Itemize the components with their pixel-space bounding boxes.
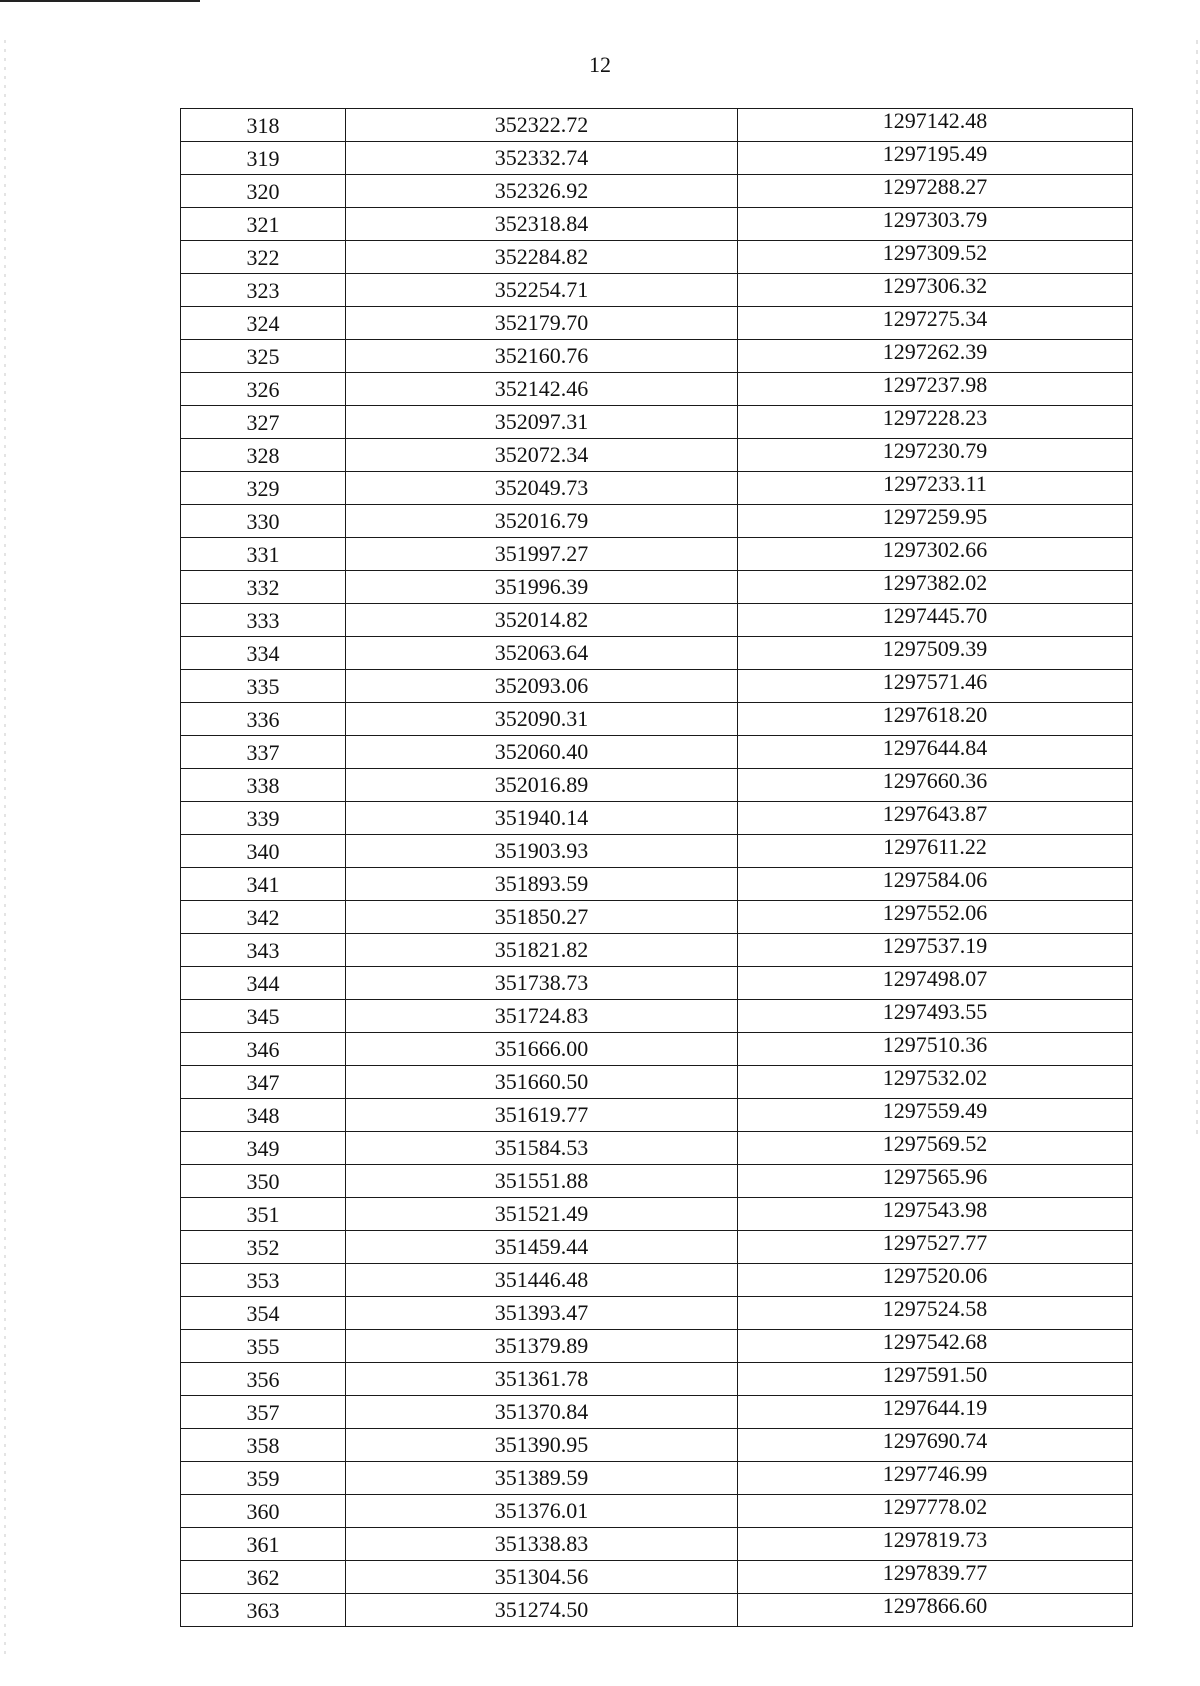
- point-number-cell: 350: [181, 1165, 346, 1198]
- point-number-cell: 322: [181, 241, 346, 274]
- y-coordinate-cell: 1297866.60: [738, 1590, 1133, 1623]
- point-number-cell: 343: [181, 934, 346, 967]
- y-coordinate-cell: 1297644.84: [738, 732, 1133, 765]
- point-number-cell: 333: [181, 604, 346, 637]
- y-coordinate-cell: 1297262.39: [738, 336, 1133, 369]
- point-number-cell: 335: [181, 670, 346, 703]
- x-coordinate-cell: 352160.76: [346, 340, 738, 373]
- point-number-cell: 341: [181, 868, 346, 901]
- y-coordinate-cell: 1297660.36: [738, 765, 1133, 798]
- point-number-cell: 358: [181, 1429, 346, 1462]
- x-coordinate-cell: 352093.06: [346, 670, 738, 703]
- point-number-cell: 318: [181, 109, 346, 142]
- point-number-cell: 344: [181, 967, 346, 1000]
- page-number: 12: [589, 52, 611, 77]
- x-coordinate-cell: 351893.59: [346, 868, 738, 901]
- point-number-cell: 357: [181, 1396, 346, 1429]
- point-number-cell: 348: [181, 1099, 346, 1132]
- point-number-cell: 337: [181, 736, 346, 769]
- x-coordinate-cell: 351619.77: [346, 1099, 738, 1132]
- point-number-cell: 356: [181, 1363, 346, 1396]
- x-coordinate-cell: 351274.50: [346, 1594, 738, 1627]
- y-coordinate-cell: 1297584.06: [738, 864, 1133, 897]
- point-number-cell: 339: [181, 802, 346, 835]
- x-coordinate-cell: 351821.82: [346, 934, 738, 967]
- x-coordinate-cell: 351446.48: [346, 1264, 738, 1297]
- x-coordinate-cell: 352060.40: [346, 736, 738, 769]
- point-number-cell: 351: [181, 1198, 346, 1231]
- x-coordinate-cell: 351666.00: [346, 1033, 738, 1066]
- x-coordinate-cell: 351997.27: [346, 538, 738, 571]
- point-number-cell: 320: [181, 175, 346, 208]
- y-coordinate-cell: 1297303.79: [738, 204, 1133, 237]
- y-coordinate-cell: 1297839.77: [738, 1557, 1133, 1590]
- y-coordinate-cell: 1297542.68: [738, 1326, 1133, 1359]
- point-number-cell: 346: [181, 1033, 346, 1066]
- y-coordinate-cell: 1297309.52: [738, 237, 1133, 270]
- point-number-cell: 359: [181, 1462, 346, 1495]
- scan-edge-right: [1196, 40, 1198, 1140]
- y-coordinate-cell: 1297288.27: [738, 171, 1133, 204]
- x-coordinate-cell: 352332.74: [346, 142, 738, 175]
- point-number-cell: 327: [181, 406, 346, 439]
- y-coordinate-cell: 1297228.23: [738, 402, 1133, 435]
- point-number-cell: 325: [181, 340, 346, 373]
- point-number-cell: 340: [181, 835, 346, 868]
- coordinates-table: [180, 108, 1133, 1627]
- point-number-cell: 353: [181, 1264, 346, 1297]
- x-coordinate-cell: 352142.46: [346, 373, 738, 406]
- y-coordinate-cell: 1297142.48: [738, 105, 1133, 138]
- y-coordinate-cell: 1297819.73: [738, 1524, 1133, 1557]
- x-coordinate-cell: 352318.84: [346, 208, 738, 241]
- point-number-cell: 334: [181, 637, 346, 670]
- y-coordinate-cell: 1297230.79: [738, 435, 1133, 468]
- y-coordinate-cell: 1297237.98: [738, 369, 1133, 402]
- y-coordinate-cell: 1297611.22: [738, 831, 1133, 864]
- x-coordinate-cell: 351660.50: [346, 1066, 738, 1099]
- scan-edge-left: [4, 40, 6, 1660]
- x-coordinate-cell: 352090.31: [346, 703, 738, 736]
- y-coordinate-cell: 1297302.66: [738, 534, 1133, 567]
- y-coordinate-cell: 1297552.06: [738, 897, 1133, 930]
- x-coordinate-cell: 352284.82: [346, 241, 738, 274]
- x-coordinate-cell: 352322.72: [346, 109, 738, 142]
- x-coordinate-cell: 352097.31: [346, 406, 738, 439]
- point-number-cell: 349: [181, 1132, 346, 1165]
- x-coordinate-cell: 352072.34: [346, 439, 738, 472]
- x-coordinate-cell: 351521.49: [346, 1198, 738, 1231]
- x-coordinate-cell: 352326.92: [346, 175, 738, 208]
- x-coordinate-cell: 351304.56: [346, 1561, 738, 1594]
- y-coordinate-cell: 1297195.49: [738, 138, 1133, 171]
- y-coordinate-cell: 1297559.49: [738, 1095, 1133, 1128]
- y-coordinate-cell: 1297778.02: [738, 1491, 1133, 1524]
- y-coordinate-cell: 1297532.02: [738, 1062, 1133, 1095]
- x-coordinate-cell: 351376.01: [346, 1495, 738, 1528]
- point-number-cell: 345: [181, 1000, 346, 1033]
- y-coordinate-cell: 1297382.02: [738, 567, 1133, 600]
- x-coordinate-cell: 352016.89: [346, 769, 738, 802]
- point-number-cell: 323: [181, 274, 346, 307]
- x-coordinate-cell: 351338.83: [346, 1528, 738, 1561]
- y-coordinate-cell: 1297275.34: [738, 303, 1133, 336]
- x-coordinate-cell: 351940.14: [346, 802, 738, 835]
- x-coordinate-cell: 351996.39: [346, 571, 738, 604]
- x-coordinate-cell: 352014.82: [346, 604, 738, 637]
- x-coordinate-cell: 352179.70: [346, 307, 738, 340]
- y-coordinate-cell: 1297493.55: [738, 996, 1133, 1029]
- y-coordinate-cell: 1297543.98: [738, 1194, 1133, 1227]
- point-number-cell: 354: [181, 1297, 346, 1330]
- x-coordinate-cell: 351584.53: [346, 1132, 738, 1165]
- x-coordinate-cell: 351738.73: [346, 967, 738, 1000]
- point-number-cell: 326: [181, 373, 346, 406]
- y-coordinate-cell: 1297591.50: [738, 1359, 1133, 1392]
- point-number-cell: 329: [181, 472, 346, 505]
- y-coordinate-cell: 1297565.96: [738, 1161, 1133, 1194]
- y-coordinate-cell: 1297510.36: [738, 1029, 1133, 1062]
- point-number-cell: 328: [181, 439, 346, 472]
- x-coordinate-cell: 351903.93: [346, 835, 738, 868]
- point-number-cell: 336: [181, 703, 346, 736]
- x-coordinate-cell: 351850.27: [346, 901, 738, 934]
- point-number-cell: 352: [181, 1231, 346, 1264]
- point-number-cell: 360: [181, 1495, 346, 1528]
- point-number-cell: 331: [181, 538, 346, 571]
- y-coordinate-cell: 1297498.07: [738, 963, 1133, 996]
- x-coordinate-cell: 352016.79: [346, 505, 738, 538]
- point-number-cell: 355: [181, 1330, 346, 1363]
- y-coordinate-cell: 1297690.74: [738, 1425, 1133, 1458]
- point-number-cell: 321: [181, 208, 346, 241]
- y-coordinate-cell: 1297571.46: [738, 666, 1133, 699]
- x-coordinate-cell: 351370.84: [346, 1396, 738, 1429]
- x-coordinate-cell: 352254.71: [346, 274, 738, 307]
- point-number-cell: 342: [181, 901, 346, 934]
- x-coordinate-cell: 351551.88: [346, 1165, 738, 1198]
- y-coordinate-cell: 1297524.58: [738, 1293, 1133, 1326]
- point-number-cell: 363: [181, 1594, 346, 1627]
- y-coordinate-cell: 1297445.70: [738, 600, 1133, 633]
- x-coordinate-cell: 352049.73: [346, 472, 738, 505]
- y-coordinate-cell: 1297618.20: [738, 699, 1133, 732]
- table-row: [181, 1594, 1133, 1627]
- x-coordinate-cell: 351361.78: [346, 1363, 738, 1396]
- top-rule: [0, 0, 200, 2]
- point-number-cell: 324: [181, 307, 346, 340]
- x-coordinate-cell: 351459.44: [346, 1231, 738, 1264]
- y-coordinate-cell: 1297306.32: [738, 270, 1133, 303]
- y-coordinate-cell: 1297527.77: [738, 1227, 1133, 1260]
- y-coordinate-cell: 1297643.87: [738, 798, 1133, 831]
- x-coordinate-cell: 351393.47: [346, 1297, 738, 1330]
- y-coordinate-cell: 1297537.19: [738, 930, 1133, 963]
- point-number-cell: 338: [181, 769, 346, 802]
- point-number-cell: 330: [181, 505, 346, 538]
- point-number-cell: 362: [181, 1561, 346, 1594]
- x-coordinate-cell: 351724.83: [346, 1000, 738, 1033]
- y-coordinate-cell: 1297520.06: [738, 1260, 1133, 1293]
- x-coordinate-cell: 352063.64: [346, 637, 738, 670]
- y-coordinate-cell: 1297233.11: [738, 468, 1133, 501]
- y-coordinate-cell: 1297509.39: [738, 633, 1133, 666]
- point-number-cell: 361: [181, 1528, 346, 1561]
- x-coordinate-cell: 351379.89: [346, 1330, 738, 1363]
- coordinates-table-body: [181, 109, 1133, 1627]
- y-coordinate-cell: 1297644.19: [738, 1392, 1133, 1425]
- x-coordinate-cell: 351389.59: [346, 1462, 738, 1495]
- point-number-cell: 319: [181, 142, 346, 175]
- point-number-cell: 332: [181, 571, 346, 604]
- y-coordinate-cell: 1297746.99: [738, 1458, 1133, 1491]
- y-coordinate-cell: 1297259.95: [738, 501, 1133, 534]
- x-coordinate-cell: 351390.95: [346, 1429, 738, 1462]
- y-coordinate-cell: 1297569.52: [738, 1128, 1133, 1161]
- point-number-cell: 347: [181, 1066, 346, 1099]
